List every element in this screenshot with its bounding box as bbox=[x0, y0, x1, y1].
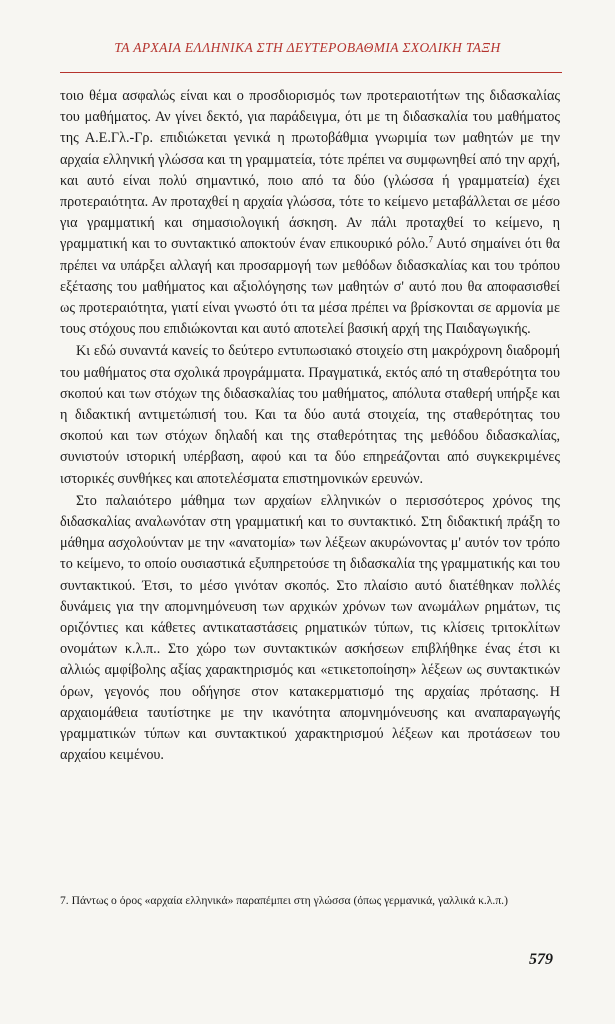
footnote-reference[interactable]: 7 bbox=[428, 234, 433, 245]
paragraph-2: Κι εδώ συναντά κανείς το δεύτερο εντυπωσιακό στοιχείο στη μακρόχρονη διαδρομή του μαθήματος στα σχολικά προγράμματα. Πραγματικά, εκτός από τη σταθερότητα του σκοπού και των στόχων της διδασκαλίας του μαθήματος, απόλυτα σταθερή υπήρξε και η διδακτική αντιμετώπισή του. Και τα δύο αυτά στοιχεία, της σταθερότητας του σκοπού και των στόχων δηλαδή και της σταθερότητας της μεθόδου διδασκαλίας, συνιστούν ιστορική υπέρβαση, αφού και τα δύο επηρεάζονται από συγκεκριμένες ιστορικές συνθήκες και αποτελέσματα επιστημονικών ερευνών. bbox=[60, 343, 560, 487]
page-number: 579 bbox=[529, 951, 553, 968]
footnote: 7. Πάντως ο όρος «αρχαία ελληνικά» παραπέμπει στη γλώσσα (όπως γερμανικά, γαλλικά κ.λ.π.) bbox=[60, 894, 508, 907]
paragraph-1 bbox=[60, 86, 560, 340]
header-rule bbox=[60, 72, 562, 73]
main-text bbox=[60, 86, 560, 767]
running-header: ΤΑ ΑΡΧΑΙΑ ΕΛΛΗΝΙΚΑ ΣΤΗ ΔΕΥΤΕΡΟΒΑΘΜΙΑ ΣΧΟΛΙΚΗ ΤΑΞΗ bbox=[114, 40, 501, 55]
paragraph-1-part-b: Αυτό σημαίνει ότι θα πρέπει να υπάρξει αλλαγή και προσαρμογή των μεθόδων διδασκαλίας και του τρόπου εξέτασης του μαθήματος και αξιολόγησης των μαθητών σ' αυτό που θα αποφασισθεί ως προτεραιότητα, γιατί είναι γνωστό ότι τα μέσα πρέπει να βρίσκονται σε αρμονία με τους στόχους που επιδιώκονται και αυτό αποτελεί βασική αρχή της Παιδαγωγικής. bbox=[60, 236, 560, 338]
paragraph-3: Στο παλαιότερο μάθημα των αρχαίων ελληνικών ο περισσότερος χρόνος της διδασκαλίας αναλωνόταν στη γραμματική και το συντακτικό. Στη διδακτική πράξη το μάθημα ασχολούνταν με την «ανατομία» των λέξεων ακυρώνοντας μ' αυτόν τον τρόπο το κείμενο, το οποίο ουσιαστικά εξυπηρετούσε τη διδασκαλία της γραμματικής και του συντακτικού. Έτσι, το μέσο γινόταν σκοπός. Στο πλαίσιο αυτό διατέθηκαν πολλές δυνάμεις για την απομνημόνευση των αρχικών χρόνων των ανωμάλων ρημάτων, τις οριζόντιες και κάθετες αντικαταστάσεις ρηματικών τύπων, τις κλίσεις τριτοκλίτων ονομάτων κ.λ.π.. Στο χώρο των συντακτικών ασκήσεων επιβλήθηκε ένας έτσι κι αλλιώς αμφίβολης αξίας χαρακτηρισμός και «ετικετοποίηση» λέξεων ως συντακτικών όρων, γεγονός που οδήγησε στον κατακερματισμό της αρχαίας πρότασης. Η αρχαιομάθεια ταυτίστηκε με την ικανότητα απομνημόνευσης και αναπαραγωγής γραμματικών τύπων και συντακτικού χαρακτηρισμού λέξεων και προτάσεων του αρχαίου κειμένου. bbox=[60, 492, 560, 764]
paragraph-1-part-a: τοιο θέμα ασφαλώς είναι και ο προσδιορισμός των προτεραιοτήτων της διδασκαλίας του μαθήματος. Αν γίνει δεκτό, για παράδειγμα, ότι με τη διδασκαλία του μαθήματος της Α.Ε.Γλ.-Γρ. επιδιώκεται γενικά η πρωτοβάθμια γνωριμία των μαθητών με την αρχαία ελληνική γλώσσα και τη γραμματεία, τότε πρέπει να συμφωνηθεί από την αρχή, και αυτό είναι πολύ σημαντικό, ποιο από τα δύο (γλώσσα ή γραμματεία) έχει προτεραιότητα. Αν προταχθεί η αρχαία γλώσσα, τότε το κείμενο μεταβάλλεται σε μέσο για γραμματική και σημασιολογική άσκηση. Αν πάλι προταχθεί το κείμενο, η γραμματική και το συντακτικό αποκτούν έναν επικουρικό ρόλο. bbox=[60, 88, 560, 253]
